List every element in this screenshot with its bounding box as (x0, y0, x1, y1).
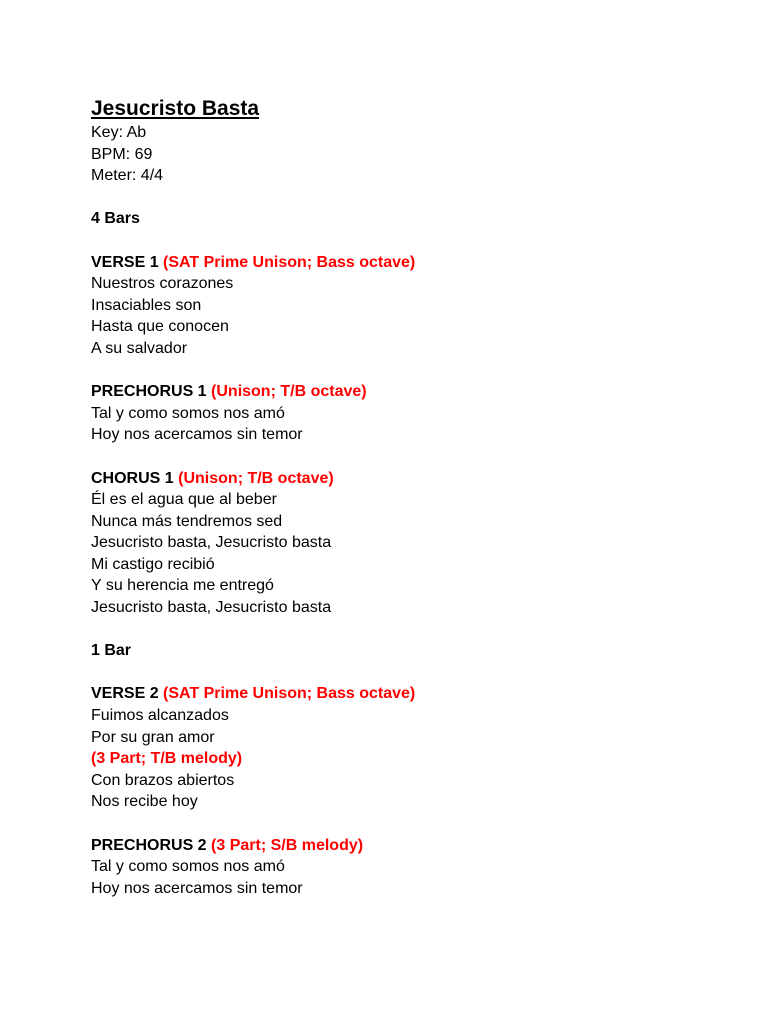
arrangement-note: (3 Part; S/B melody) (211, 836, 364, 854)
lyric-line: Hoy nos acercamos sin temor (91, 426, 303, 444)
lyric-line: Y su herencia me entregó (91, 577, 274, 595)
song-meter: Meter: 4/4 (91, 167, 164, 185)
lyric-line: Nos recibe hoy (91, 793, 198, 811)
lyric-line: Hoy nos acercamos sin temor (91, 879, 303, 897)
section-label: VERSE 1 (91, 253, 159, 271)
section-label: VERSE 2 (91, 685, 159, 703)
section-heading-prechorus-1 (91, 381, 731, 403)
song-bpm: BPM: 69 (91, 145, 153, 163)
section-label: PRECHORUS 2 (91, 836, 207, 854)
lyric-line: Nunca más tendremos sed (91, 512, 283, 530)
section-heading-prechorus-2 (91, 835, 731, 857)
spacer (91, 230, 731, 252)
song-title: Jesucristo Basta (91, 97, 260, 120)
lyric-line: Por su gran amor (91, 728, 215, 746)
interlude-bars: 1 Bar (91, 642, 132, 660)
arrangement-note: (Unison; T/B octave) (178, 469, 334, 487)
lyric-line: A su salvador (91, 339, 188, 357)
arrangement-note: (Unison; T/B octave) (211, 383, 367, 401)
spacer (91, 187, 731, 209)
spacer (91, 360, 731, 382)
lyric-line: Tal y como somos nos amó (91, 858, 285, 876)
section-label: CHORUS 1 (91, 469, 174, 487)
song-key: Key: Ab (91, 124, 147, 141)
lyric-line: Él es el agua que al beber (91, 491, 277, 509)
arrangement-note: (3 Part; T/B melody) (91, 750, 243, 768)
spacer (91, 662, 731, 684)
spacer (91, 446, 731, 468)
lyric-line: Jesucristo basta, Jesucristo basta (91, 599, 332, 617)
arrangement-note: (SAT Prime Unison; Bass octave) (163, 253, 416, 271)
lyric-line: Insaciables son (91, 296, 202, 314)
section-heading-chorus-1 (91, 468, 731, 490)
lyrics-document (91, 96, 731, 899)
lyric-line: Mi castigo recibió (91, 555, 215, 573)
section-label: PRECHORUS 1 (91, 383, 207, 401)
lyric-line: Con brazos abiertos (91, 771, 235, 789)
section-heading-verse-1 (91, 252, 731, 274)
lyric-line: Hasta que conocen (91, 318, 229, 336)
intro-bars: 4 Bars (91, 210, 140, 228)
spacer (91, 619, 731, 641)
arrangement-note: (SAT Prime Unison; Bass octave) (163, 685, 416, 703)
spacer (91, 813, 731, 835)
lyric-line: Tal y como somos nos amó (91, 404, 285, 422)
lyric-line: Nuestros corazones (91, 275, 234, 293)
lyric-line: Jesucristo basta, Jesucristo basta (91, 534, 332, 552)
lyric-line: Fuimos alcanzados (91, 707, 229, 725)
section-heading-verse-2 (91, 683, 731, 705)
